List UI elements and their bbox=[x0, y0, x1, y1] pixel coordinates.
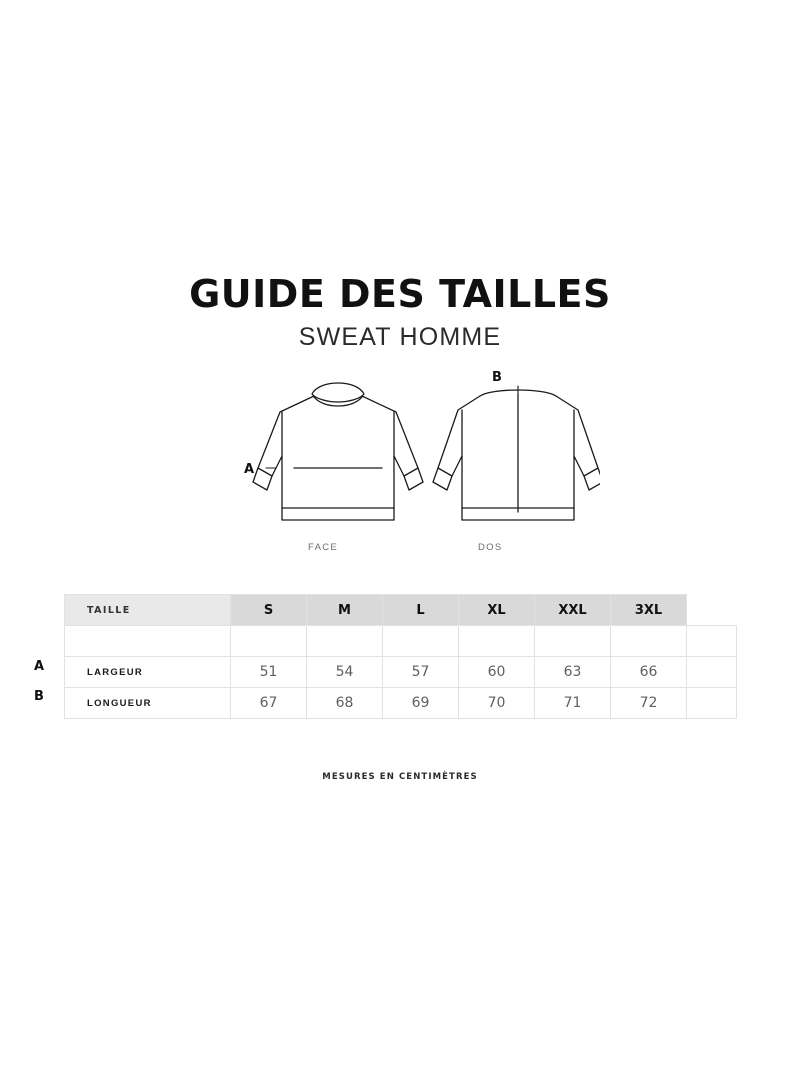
spacer-cell bbox=[65, 626, 231, 657]
title-block bbox=[0, 272, 800, 352]
spacer-cell bbox=[459, 626, 535, 657]
caption-front: FACE bbox=[308, 542, 339, 553]
cell-longueur-xxl: 71 bbox=[535, 688, 611, 719]
table-row bbox=[65, 688, 737, 719]
size-table bbox=[64, 594, 737, 719]
caption-back: DOS bbox=[478, 542, 503, 553]
spacer-cell bbox=[231, 626, 307, 657]
cell-longueur-xl: 70 bbox=[459, 688, 535, 719]
header-taille: TAILLE bbox=[65, 595, 231, 626]
row-trailing-cell bbox=[687, 688, 737, 719]
row-label-longueur: LONGUEUR bbox=[65, 688, 231, 719]
cell-largeur-xl: 60 bbox=[459, 657, 535, 688]
spacer-cell bbox=[535, 626, 611, 657]
spacer-cell bbox=[611, 626, 687, 657]
header-size-s: S bbox=[231, 595, 307, 626]
table-spacer-row bbox=[65, 626, 737, 657]
row-label-largeur: LARGEUR bbox=[65, 657, 231, 688]
illustration-captions bbox=[220, 540, 600, 560]
sweatshirt-diagram-icon bbox=[220, 372, 600, 562]
cell-largeur-s: 51 bbox=[231, 657, 307, 688]
cell-largeur-l: 57 bbox=[383, 657, 459, 688]
dimension-letter-a: A bbox=[244, 462, 255, 477]
size-table-wrapper bbox=[64, 594, 736, 719]
header-size-l: L bbox=[383, 595, 459, 626]
spacer-cell bbox=[687, 626, 737, 657]
spacer-cell bbox=[383, 626, 459, 657]
table-row bbox=[65, 657, 737, 688]
cell-longueur-m: 68 bbox=[307, 688, 383, 719]
table-header-row bbox=[65, 595, 737, 626]
row-trailing-cell bbox=[687, 657, 737, 688]
cell-largeur-m: 54 bbox=[307, 657, 383, 688]
cell-largeur-xxl: 63 bbox=[535, 657, 611, 688]
header-spacer bbox=[687, 595, 737, 626]
cell-longueur-s: 67 bbox=[231, 688, 307, 719]
spacer-cell bbox=[307, 626, 383, 657]
header-size-xxl: XXL bbox=[535, 595, 611, 626]
measurement-note: MESURES EN CENTIMÈTRES bbox=[322, 772, 478, 782]
header-size-m: M bbox=[307, 595, 383, 626]
row-letter-a: A bbox=[34, 659, 45, 674]
row-letter-b: B bbox=[34, 689, 44, 704]
garment-illustrations bbox=[220, 372, 600, 562]
page-subtitle: SWEAT HOMME bbox=[298, 322, 502, 351]
header-size-3xl: 3XL bbox=[611, 595, 687, 626]
header-size-xl: XL bbox=[459, 595, 535, 626]
cell-longueur-3xl: 72 bbox=[611, 688, 687, 719]
cell-longueur-l: 69 bbox=[383, 688, 459, 719]
cell-largeur-3xl: 66 bbox=[611, 657, 687, 688]
page-title: GUIDE DES TAILLES bbox=[189, 272, 611, 316]
dimension-letter-b: B bbox=[492, 370, 502, 385]
